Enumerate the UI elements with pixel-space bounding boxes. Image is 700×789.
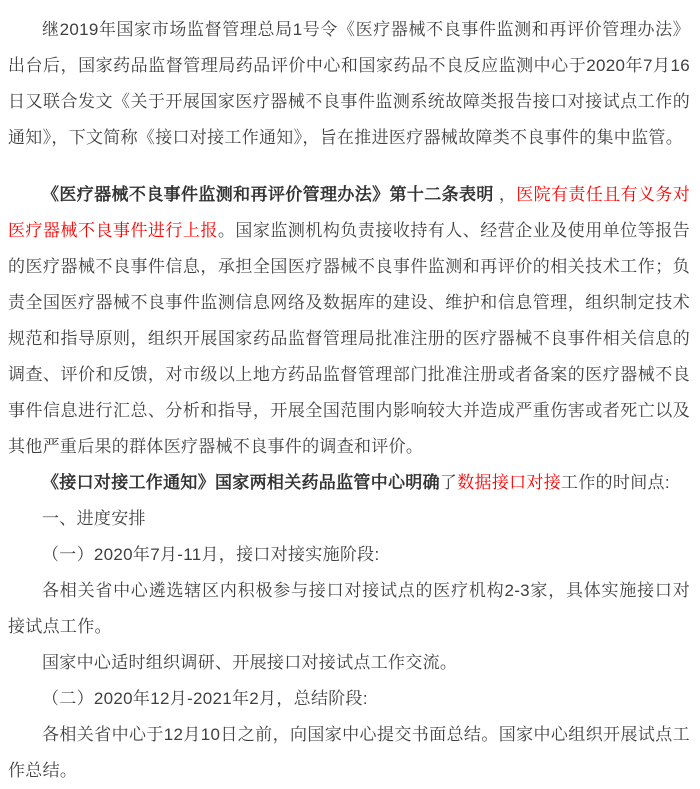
text-run: 各相关省中心于12月10日之前，向国家中心提交书面总结。国家中心组织开展试点工作总结。 — [8, 725, 690, 780]
paragraph-research-exchange — [8, 645, 690, 681]
text-run: ， — [493, 185, 517, 204]
text-run: 了 — [439, 473, 458, 492]
text-run: 继2019年国家市场监督管理总局1号令《医疗器械不良事件监测和再评价管理办法》出台后，国家药品监督管理局药品评价中心和国家药品不良反应监测中心于2020年7月16日又联合发文《关于开展国家医疗器械不良事件监测系统故障类报告接口对接试点工作的通知》，下文简称《接口对接工作通知》，旨在推进医疗器械故障类不良事件的集中监管。 — [8, 20, 690, 147]
text-run: 一、进度安排 — [42, 509, 146, 528]
list-item-schedule-title — [8, 501, 690, 537]
bold-run: 《接口对接工作通知》国家两相关药品监管中心明确 — [42, 473, 440, 492]
paragraph-summary-detail — [8, 717, 690, 789]
text-run: 各相关省中心遴选辖区内积极参与接口对接试点的医疗机构2-3家，具体实施接口对接试点工作。 — [8, 581, 690, 636]
list-item-phase-1 — [8, 537, 690, 573]
red-highlight-run: 数据接口对接 — [457, 473, 562, 492]
bold-run: 《医疗器械不良事件监测和再评价管理办法》第十二条表明 — [42, 185, 494, 204]
paragraph-notice-heading — [8, 465, 690, 501]
text-run: （一）2020年7月-11月，接口对接实施阶段: — [42, 545, 380, 564]
red-highlight-run: 医院有责任且有义务对医疗器械不良事件进行上报 — [8, 185, 690, 240]
paragraph-regulation-clause — [8, 177, 690, 465]
text-run: 工作的时间点: — [561, 473, 670, 492]
list-item-phase-2 — [8, 681, 690, 717]
paragraph-intro — [8, 12, 690, 156]
text-run: 国家中心适时组织调研、开展接口对接试点工作交流。 — [42, 653, 458, 672]
text-run: 。国家监测机构负责接收持有人、经营企业及使用单位等报告的医疗器械不良事件信息，承担全国医疗器械不良事件监测和再评价的相关技术工作；负责全国医疗器械不良事件监测信息网络及数据库的建设、维护和信息管理，组织制定技术规范和指导原则，组织开展国家药品监督管理局批准注册的医疗器械不良事件相关信息的调查、评价和反馈，对市级以上地方药品监督管理部门批准注册或者备案的医疗器械不良事件信息进行汇总、分析和指导，开展全国范围内影响较大并造成严重伤害或者死亡以及其他严重后果的群体医疗器械不良事件的调查和评价。 — [8, 221, 690, 456]
paragraph-phase1-detail — [8, 573, 690, 645]
text-run: （二）2020年12月-2021年2月，总结阶段: — [42, 689, 368, 708]
